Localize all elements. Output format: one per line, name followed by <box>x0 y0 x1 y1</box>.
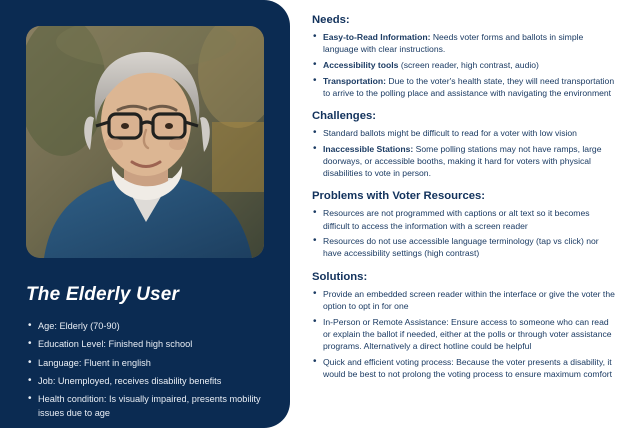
list-item-text: Needs voter forms and ballots in simple language with clear instructions. <box>323 32 584 55</box>
list-item <box>312 127 616 139</box>
persona-photo <box>26 26 264 258</box>
list-item <box>312 31 616 55</box>
list-item-text: In-Person or Remote Assistance: Ensure access to someone who can read or explain the ballot if needed, either at the polls or through voter assistance programs. Alternatively a direct hotline could be helpful <box>323 316 612 351</box>
list-item-text: Some polling stations may not have ramps, large doorways, or accessible booths, making it hard for voters with physical disabilities to vote in person. <box>323 143 602 179</box>
list-item <box>312 75 616 99</box>
list-item-lead: Transportation: <box>323 75 387 86</box>
section-list <box>312 127 616 179</box>
list-item-text: Standard ballots might be difficult to read for a voter with low vision <box>323 128 577 139</box>
list-item <box>312 207 616 231</box>
persona-title: The Elderly User <box>26 284 180 305</box>
list-item-lead: Easy-to-Read Information: <box>323 32 431 42</box>
list-item: • Language: Fluent in english <box>26 357 264 370</box>
list-item-text: Resources do not use accessible language terminology (tap vs click) nor have accessibility settings (high contrast) <box>323 236 599 259</box>
list-item: • Education Level: Finished high school <box>26 338 264 351</box>
list-item-text: Quick and efficient voting process: Because the voter presents a disability, it would be best to not prolong the voting process to ensure maximum comfort <box>323 356 612 379</box>
list-item <box>312 59 616 71</box>
section-list <box>312 31 616 99</box>
section-list <box>312 207 616 259</box>
section-challenges <box>312 110 616 179</box>
section-needs <box>312 14 616 99</box>
list-item <box>312 316 616 353</box>
section-title: Problems with Voter Resources: <box>312 190 486 203</box>
section-title: Solutions: <box>312 270 368 283</box>
list-item: • Age: Elderly (70-90) <box>26 320 264 333</box>
list-item-lead: Accessibility tools <box>323 59 399 70</box>
list-item <box>312 143 616 180</box>
section-list <box>312 288 616 380</box>
section-title: Needs: <box>312 14 350 26</box>
list-item-text: (screen reader, high contrast, audio) <box>398 59 539 70</box>
list-item-text: Due to the voter's health state, they will need transportation to arrive to the polling place and assistance with navigating the environment <box>323 75 615 98</box>
section-problems-with-voter-resources <box>312 190 616 259</box>
list-item <box>312 288 616 312</box>
section-solutions <box>312 271 616 380</box>
list-item <box>312 235 616 259</box>
list-item: • Job: Unemployed, receives disability benefits <box>26 375 264 388</box>
persona-right-panel <box>290 0 632 428</box>
list-item-text: Resources are not programmed with captions or alt text so it becomes difficult to access the information with a screen reader <box>323 208 590 231</box>
list-item-text: Provide an embedded screen reader within the interface or give the voter the option to opt in for one <box>323 288 615 311</box>
elderly-woman-portrait-photo <box>26 26 264 258</box>
section-title: Challenges: <box>312 110 377 123</box>
persona-attribute-list <box>26 320 264 420</box>
list-item <box>312 356 616 380</box>
list-item-lead: Inaccessible Stations: <box>323 143 414 154</box>
persona-left-panel <box>0 0 290 428</box>
list-item: • Health condition: Is visually impaired, presents mobility issues due to age <box>26 393 264 420</box>
